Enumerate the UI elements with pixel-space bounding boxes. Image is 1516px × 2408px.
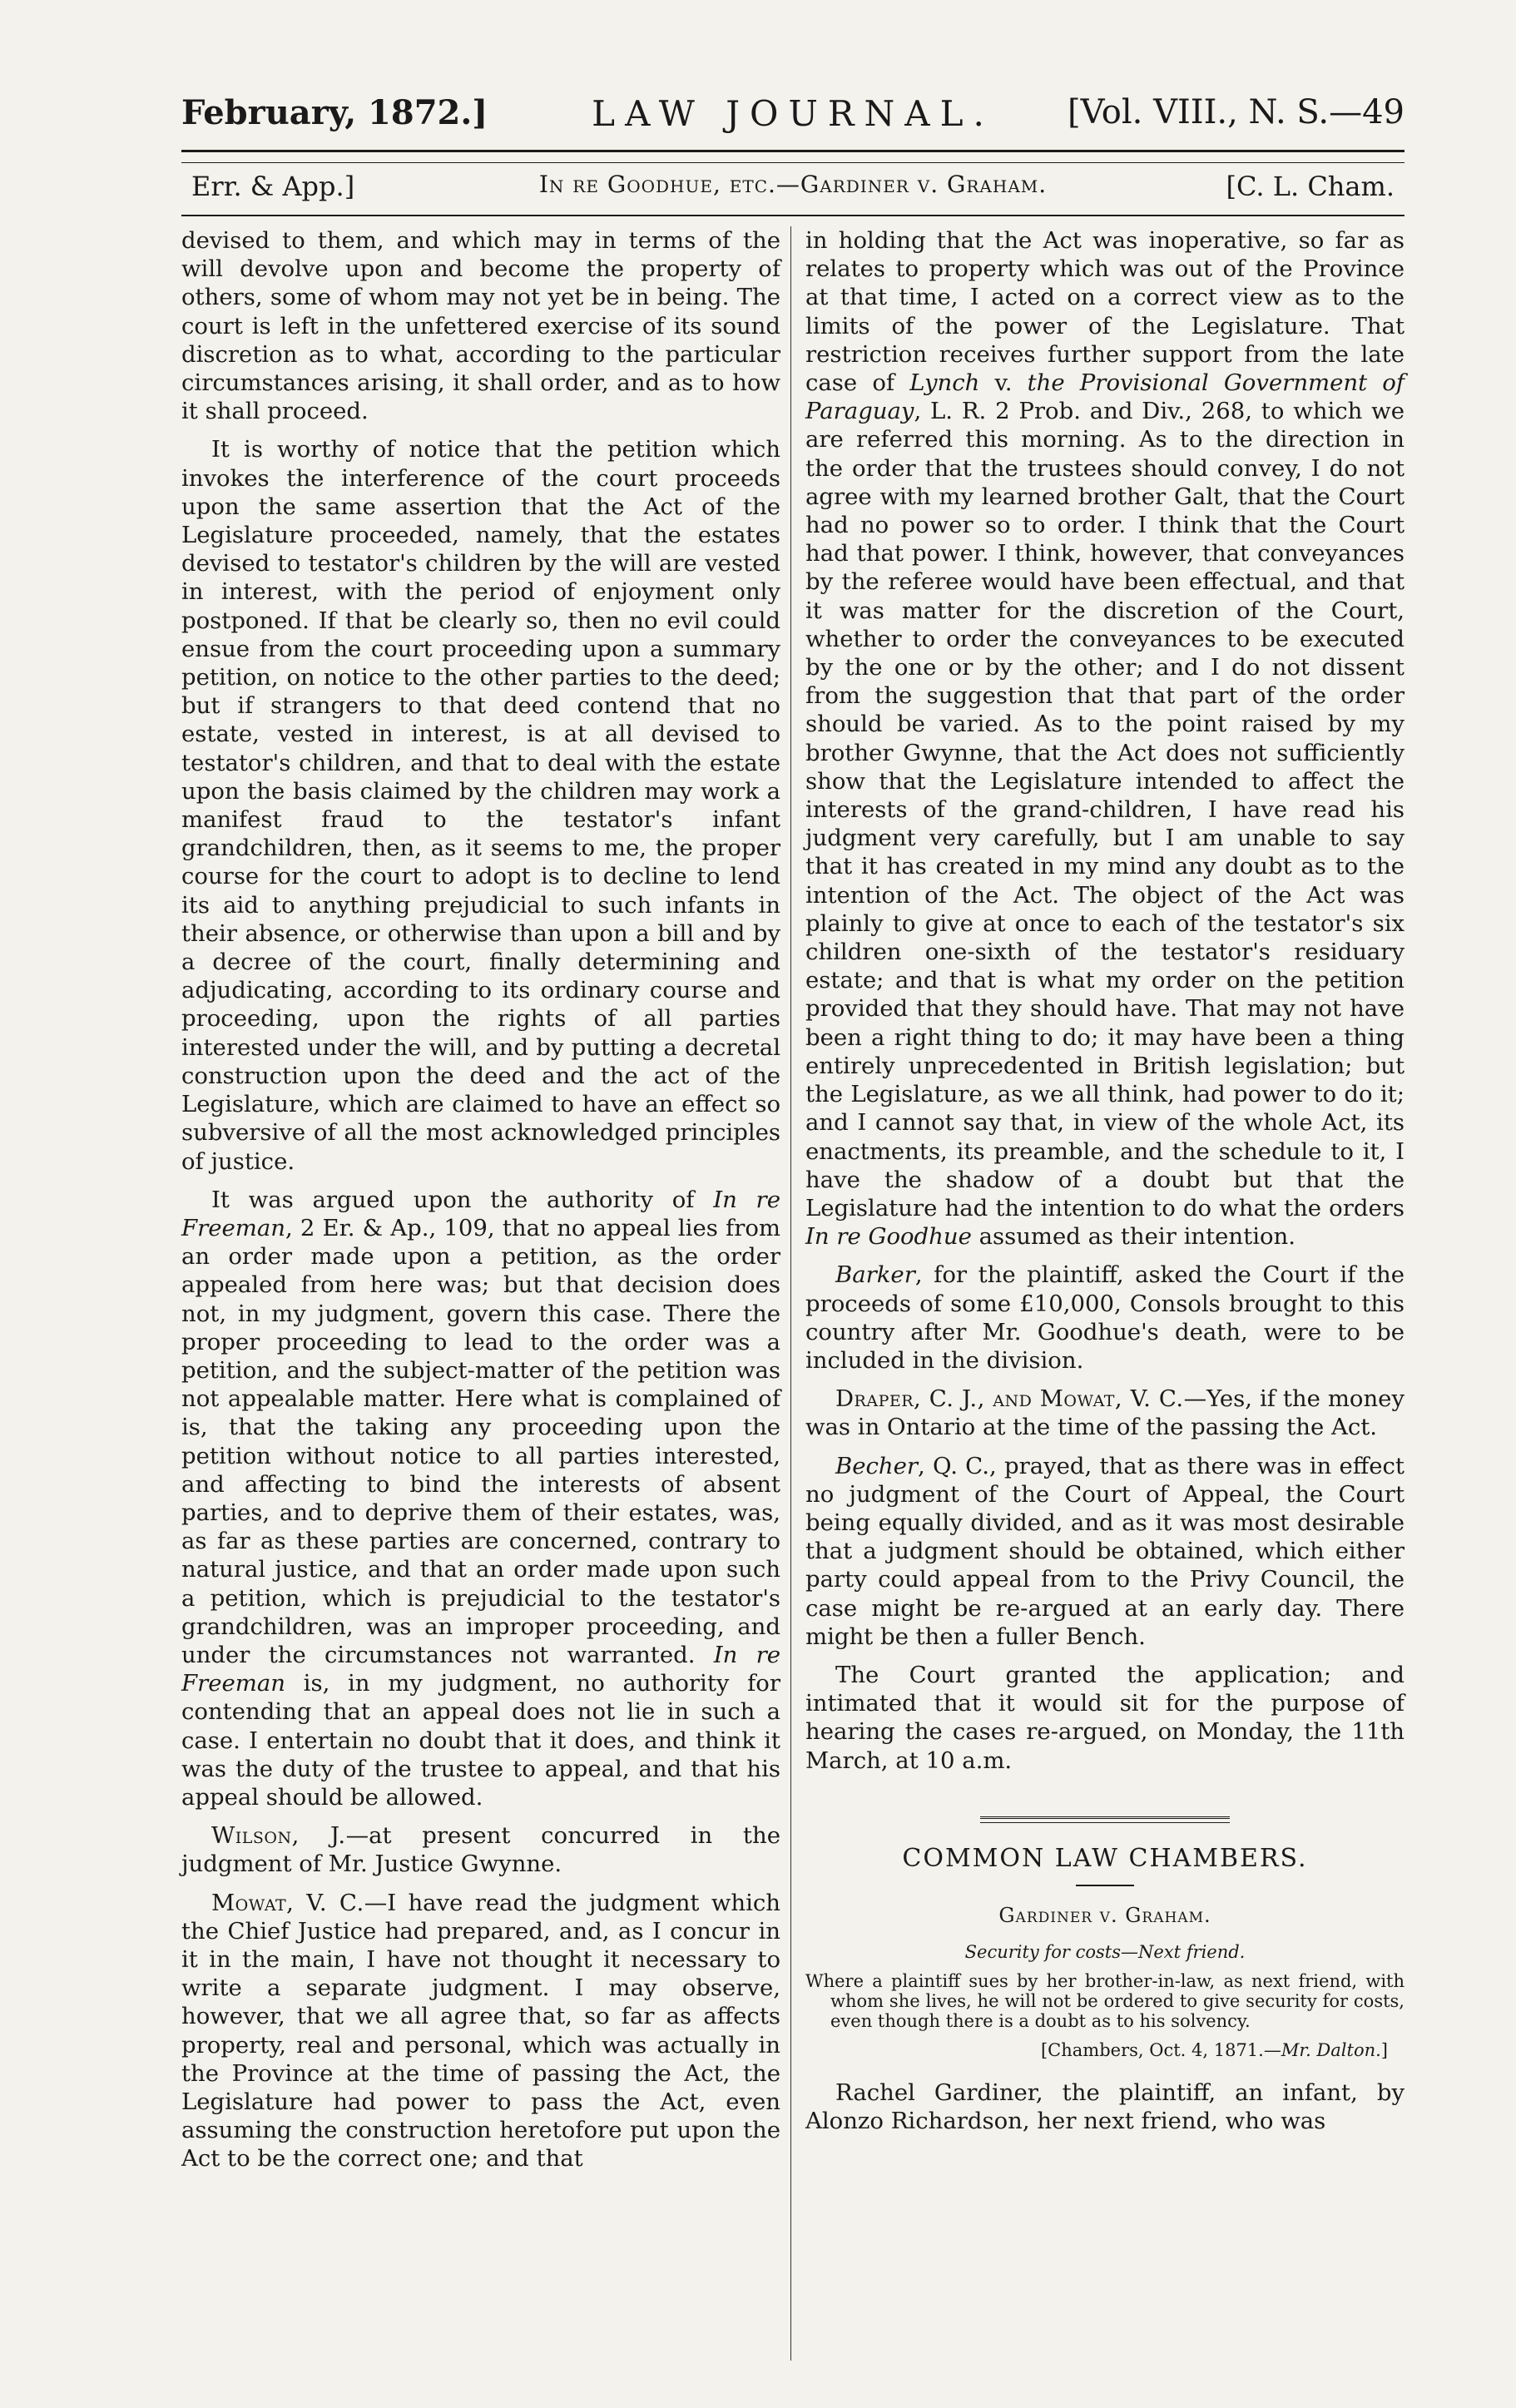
running-head-right: [C. L. Cham.: [1226, 171, 1395, 202]
judge-name: Wilson, J.: [211, 1822, 346, 1850]
paragraph: Barker, for the plaintiff, asked the Court if the proceeds of some £10,000, Consols brought to this country after Mr. Goodhue's death, were to be included in the division.: [805, 1261, 1405, 1374]
running-head-left: Err. & App.]: [191, 171, 355, 202]
headnote: Where a plaintiff sues by her brother-in-law, as next friend, with whom she lives, he will not be ordered to give security for costs, even though there is a doubt as to his solvency.: [805, 1971, 1405, 2032]
paragraph: It is worthy of notice that the petition which invokes the interference of the court proceeds upon the same assertion that the Act of the Legislature proceeded, namely, that the estates devised to testator's children by the will are vested in interest, with the period of enjoyment only postponed. If that be clearly so, then no evil could ensue from the court proceeding upon a summary petition, on notice to the other parties to the deed; but if strangers to that deed contend that no estate, vested in interest, is at all devised to testator's children, and that to deal with the estate upon the basis claimed by the children may work a manifest fraud to the testator's infant grandchildren, then, as it seems to me, the proper course for the court to adopt is to decline to lend its aid to anything prejudicial to such infants in their absence, or otherwise than upon a bill and by a decree of the court, finally determining and adjudicating, according to its ordinary course and proceeding, upon the rights of all parties interested under the will, and by putting a decretal construction upon the deed and the act of the Legislature, which are claimed to have an effect so subversive of all the most acknowledged principles of justice.: [181, 436, 780, 1175]
header-date: February, 1872.]: [181, 93, 488, 132]
paragraph: Becher, Q. C., prayed, that as there was in effect no judgment of the Court of Appeal, the Court being equally divided, and as it was most desirable that a judgment should be obtained, which either party could appeal from to the Privy Council, the case might be re-argued at an early day. There might be then a fuller Bench.: [805, 1452, 1405, 1650]
left-column: [181, 226, 780, 2183]
page-header: [181, 93, 1405, 143]
paragraph: It was argued upon the authority of In re Freeman, 2 Er. & Ap., 109, that no appeal lies from an order made upon a petition, as the order appealed from here was; but that decision does not, in my judgment, govern this case. There the proper proceeding to lead to the order was a petition, and the subject-matter of the petition was not appealable matter. Here what is complained of is, that the taking any proceeding upon the petition without notice to all parties interested, and affecting to bind the interests of absent parties, and to deprive them of their estates, was, as far as these parties are concerned, contrary to natural justice, and that an order made upon such a petition, which is prejudicial to the testator's grandchildren, was an improper proceeding, and under the circumstances not warranted. In re Freeman is, in my judgment, no authority for contending that an appeal does not lie in such a case. I entertain no doubt that it does, and think it was the duty of the trustee to appeal, and that his appeal should be allowed.: [181, 1186, 780, 1811]
paragraph: Draper, C. J., and Mowat, V. C.—Yes, if the money was in Ontario at the time of the passing the Act.: [805, 1385, 1405, 1441]
paragraph: Wilson, J.—at present concurred in the judgment of Mr. Justice Gwynne.: [181, 1822, 780, 1878]
case-citation: Lynch: [909, 369, 980, 397]
paragraph: in holding that the Act was inoperative, so far as relates to property which was out of the Province at that time, I acted on a correct view as to the limits of the power of the Legislature. That restriction receives further support from the late case of Lynch v. the Provisional Government of Paraguay, L. R. 2 Prob. and Div., 268, to which we are referred this morning. As to the direction in the order that the trustees should convey, I do not agree with my learned brother Galt, that the Court had no power so to order. I think that the Court had that power. I think, however, that conveyances by the referee would have been effectual, and that it was matter for the discretion of the Court, whether to order the conveyances to be executed by the one or by the other; and I do not dissent from the suggestion that that part of the order should be varied. As to the point raised by my brother Gwynne, that the Act does not sufficiently show that the Legislature intended to affect the interests of the grand-children, I have read his judgment very carefully, but I am unable to say that it has created in my mind any doubt as to the intention of the Act. The object of the Act was plainly to give at once to each of the testator's six children one-sixth of the testator's residuary estate; and that is what my order on the petition provided that they should have. That may not have been a right thing to do; it may have been a thing entirely unprecedented in British legislation; but the Legislature, as we all think, had power to do it; and I cannot say that, in view of the whole Act, its enactments, its preamble, and the schedule to it, I have the shadow of a doubt but that the Legislature had the intention to do what the orders In re Goodhue assumed as their intention.: [805, 227, 1405, 1251]
case-citation: the Provisional Government of Paraguay: [805, 369, 1405, 425]
section-rule: [980, 1816, 1230, 1823]
right-column: [805, 226, 1405, 2145]
paragraph: The Court granted the application; and intimated that it would sit for the purpose of hearing the cases re-argued, on Monday, the 11th March, at 10 a.m.: [805, 1661, 1405, 1774]
case-citation: In re Freeman: [181, 1186, 780, 1241]
counsel-name: Barker: [835, 1261, 915, 1289]
volume-page-number: [Vol. VIII., N. S.—49: [1067, 93, 1405, 131]
short-rule: [1076, 1885, 1134, 1886]
paragraph: devised to them, and which may in terms of the will devolve upon and become the property of others, some of whom may not yet be in being. The court is left in the unfettered exercise of its sound discretion as to what, according to the particular circumstances arising, it shall order, and as to how it shall proceed.: [181, 227, 780, 425]
case-name: Gardiner v. Graham.: [998, 1903, 1211, 1927]
running-head: [181, 171, 1405, 212]
paragraph: Mowat, V. C.—I have read the judgment which the Chief Justice had prepared, and, as I concur in it in the main, I have not thought it necessary to write a separate judgment. I may observe, however, that we all agree that, so far as affects property, real and personal, which was actually in the Province at the time of passing the Act, the Legislature had power to pass the Act, even assuming the construction heretofore put upon the Act to be the correct one; and that: [181, 1889, 780, 2173]
journal-title: LAW JOURNAL.: [592, 93, 994, 134]
chambers-citation: [Chambers, Oct. 4, 1871.—Mr. Dalton.]: [1040, 2040, 1388, 2061]
paragraph: Rachel Gardiner, the plaintiff, an infant, by Alonzo Richardson, her next friend, who was: [805, 2079, 1405, 2134]
judge-name: Mr. Dalton.: [1281, 2040, 1381, 2061]
running-head-center: In re Goodhue, etc.—Gardiner v. Graham.: [538, 171, 1048, 198]
header-double-rule: [181, 150, 1405, 163]
column-divider: [790, 226, 791, 2361]
headnote-title: Security for costs—Next friend.: [964, 1942, 1246, 1963]
counsel-name: Becher: [835, 1452, 919, 1479]
case-citation: In re Goodhue: [805, 1223, 972, 1251]
section-title: COMMON LAW CHAMBERS.: [902, 1843, 1308, 1873]
running-head-rule: [181, 215, 1405, 216]
judge-name: Mowat, V. C.: [211, 1889, 364, 1916]
judge-name: Draper, C. J., and Mowat, V. C.: [835, 1385, 1184, 1413]
case-citation: In re Freeman: [181, 1641, 780, 1697]
